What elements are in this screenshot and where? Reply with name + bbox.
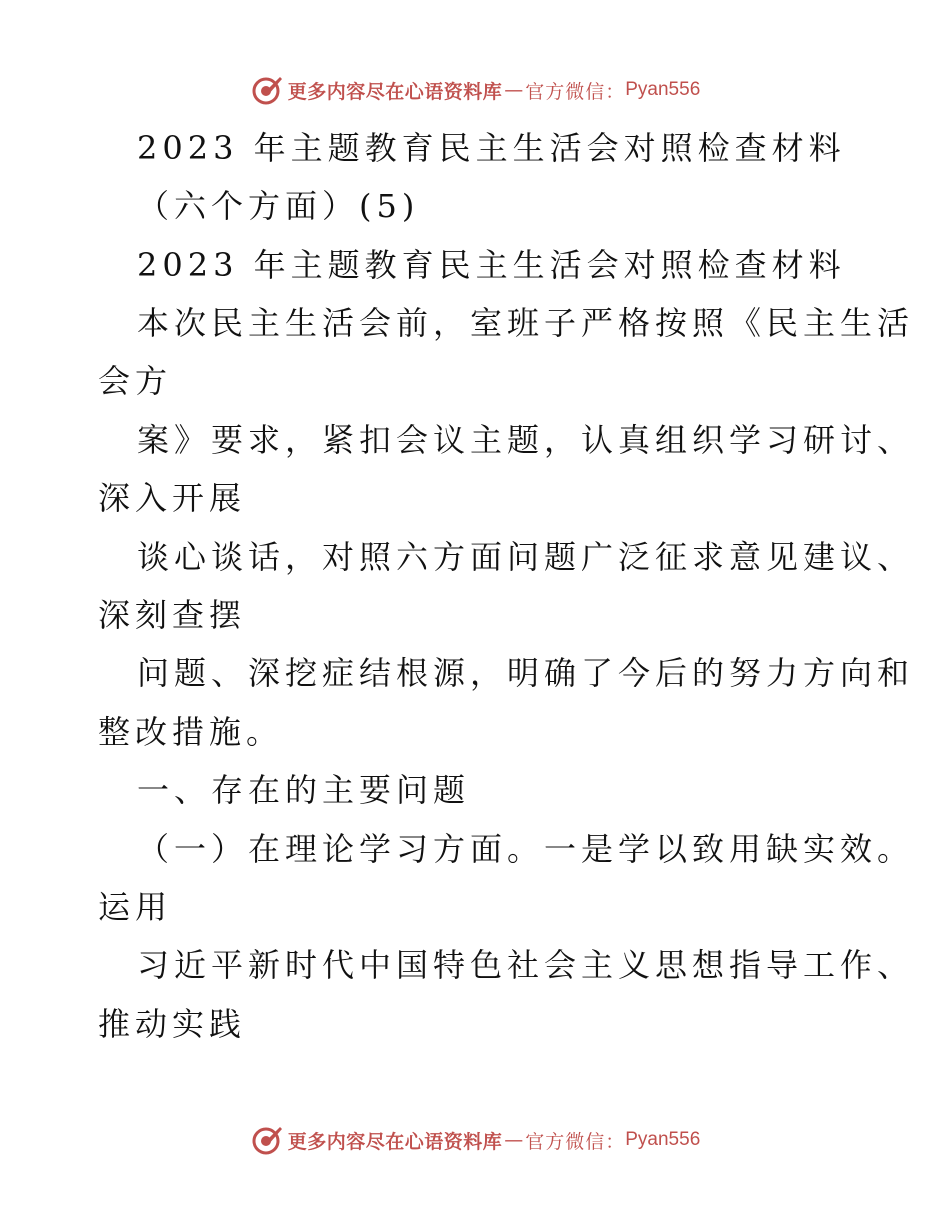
body-line: 会方 xyxy=(98,362,173,400)
watermark-dash: — xyxy=(504,79,524,101)
body-line: 深刻查摆 xyxy=(98,596,247,634)
body-line: 谈心谈话，对照六方面问题广泛征求意见建议、 xyxy=(137,538,915,576)
watermark-label: 官方微信： xyxy=(525,80,626,103)
quill-circle-icon xyxy=(250,1123,284,1157)
body-line: （一）在理论学习方面。一是学以致用缺实效。 xyxy=(137,830,915,868)
body-line: 本次民主生活会前，室班子严格按照《民主生活 xyxy=(137,304,915,342)
quill-circle-icon xyxy=(250,73,284,107)
watermark-label: 官方微信： xyxy=(525,1130,626,1153)
header-watermark xyxy=(0,70,950,110)
document-title: 2023 年主题教育民主生活会对照检查材料 xyxy=(137,129,846,167)
watermark-wechat-id: Pyan556 xyxy=(625,79,701,100)
body-line: 运用 xyxy=(98,888,173,926)
body-line: 2023 年主题教育民主生活会对照检查材料 xyxy=(137,246,846,284)
body-line: 深入开展 xyxy=(98,479,247,517)
body-line: 问题、深挖症结根源，明确了今后的努力方向和 xyxy=(137,654,915,692)
footer-watermark xyxy=(0,1120,950,1160)
watermark-site-name: 更多内容尽在心语资料库 xyxy=(287,80,503,103)
watermark-wechat-id: Pyan556 xyxy=(625,1129,701,1150)
body-line: 习近平新时代中国特色社会主义思想指导工作、 xyxy=(137,946,915,984)
section-heading: 一、存在的主要问题 xyxy=(137,771,471,809)
document-subtitle: （六个方面）(5) xyxy=(137,187,420,225)
body-line: 推动实践 xyxy=(98,1005,247,1043)
body-line: 整改措施。 xyxy=(98,713,284,751)
body-line: 案》要求，紧扣会议主题，认真组织学习研讨、 xyxy=(137,421,915,459)
watermark-site-name: 更多内容尽在心语资料库 xyxy=(287,1130,503,1153)
watermark-dash: — xyxy=(504,1129,524,1151)
